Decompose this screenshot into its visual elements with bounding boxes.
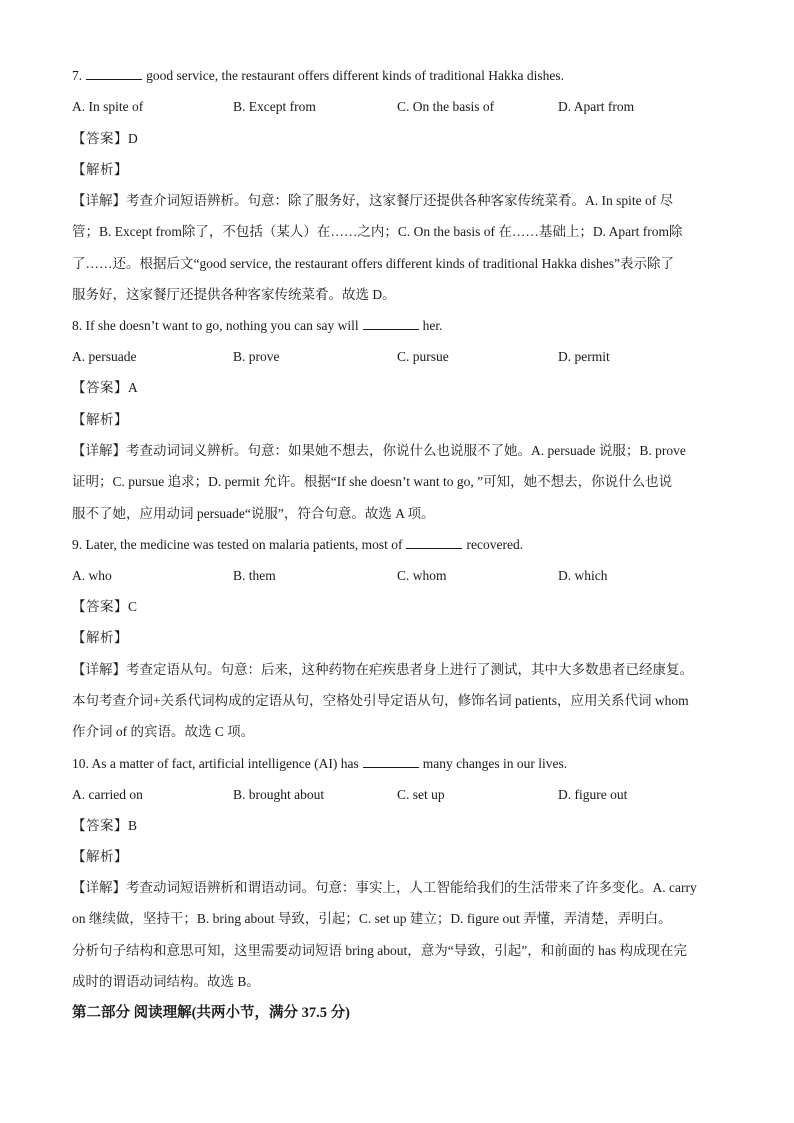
question-7-analysis-label: 【解析】	[72, 162, 128, 177]
answer-blank	[406, 536, 462, 549]
question-9-stem: 9. Later, the medicine was tested on malaria patients, most of recovered.	[72, 537, 524, 552]
question-8-stem: 8. If she doesn’t want to go, nothing you can say will her.	[72, 318, 443, 333]
question-8-answer: 【答案】A	[72, 380, 139, 395]
question-8-detail-line: 服不了她，应用动词 persuade“说服”，符合句意。故选 A 项。	[72, 506, 435, 521]
question-7-option-d: D. Apart from	[558, 99, 635, 114]
question-8-option-a: A. persuade	[72, 349, 137, 364]
question-10-option-a: A. carried on	[72, 787, 143, 802]
question-10-option-b: B. brought about	[233, 787, 325, 802]
question-9-option-c: C. whom	[397, 568, 447, 583]
question-8-analysis-label: 【解析】	[72, 412, 128, 427]
question-7-detail-line: 【详解】考查介词短语辨析。句意：除了服务好，这家餐厅还提供各种客家传统菜肴。A. In spite of 尽	[72, 193, 674, 208]
answer-blank	[363, 755, 419, 768]
question-9-detail-line: 本句考查介词+关系代词构成的定语从句，空格处引导定语从句，修饰名词 patients，应用关系代词 whom	[72, 693, 689, 708]
question-8-option-d: D. permit	[558, 349, 610, 364]
question-8-detail-line: 证明；C. pursue 追求；D. permit 允许。根据“If she doesn’t want to go, ”可知，她不想去，你说什么也说	[72, 474, 673, 489]
answer-blank	[86, 67, 142, 80]
question-9-detail-line: 【详解】考查定语从句。句意：后来，这种药物在疟疾患者身上进行了测试，其中大多数患者已经康复。	[72, 662, 693, 677]
question-7-answer: 【答案】D	[72, 131, 139, 146]
section-heading: 第二部分 阅读理解(共两小节，满分 37.5 分)	[72, 1005, 350, 1021]
question-7-detail-line: 了……还。根据后文“good service, the restaurant offers different kinds of traditional Hakka dishes”表示除了	[72, 256, 674, 271]
answer-blank	[363, 317, 419, 330]
question-9-option-a: A. who	[72, 568, 112, 583]
question-7-option-b: B. Except from	[233, 99, 316, 114]
question-10-detail-line: 分析句子结构和意思可知，这里需要动词短语 bring about，意为“导致，引起”，和前面的 has 构成现在完	[72, 943, 687, 958]
question-10-detail-line: 成时的谓语动词结构。故选 B。	[72, 974, 260, 989]
question-10-option-d: D. figure out	[558, 787, 628, 802]
question-7-detail-line: 管；B. Except from除了，不包括（某人）在……之内；C. On the basis of 在……基础上；D. Apart from除	[72, 224, 683, 239]
question-9-answer: 【答案】C	[72, 599, 138, 614]
question-10-analysis-label: 【解析】	[72, 849, 128, 864]
question-9-option-d: D. which	[558, 568, 608, 583]
question-7-stem: 7. good service, the restaurant offers different kinds of traditional Hakka dishes.	[72, 68, 564, 83]
question-9-option-b: B. them	[233, 568, 276, 583]
question-7-option-c: C. On the basis of	[397, 99, 495, 114]
question-10-detail-line: on 继续做，坚持干；B. bring about 导致，引起；C. set up 建立；D. figure out 弄懂，弄清楚，弄明白。	[72, 911, 672, 926]
question-10-detail-line: 【详解】考查动词短语辨析和谓语动词。句意：事实上，人工智能给我们的生活带来了许多变化。A. carry	[72, 880, 697, 895]
question-9-detail-line: 作介词 of 的宾语。故选 C 项。	[72, 724, 255, 739]
question-8-option-b: B. prove	[233, 349, 280, 364]
question-8-detail-line: 【详解】考查动词词义辨析。句意：如果她不想去，你说什么也说服不了她。A. persuade 说服；B. prove	[72, 443, 686, 458]
question-10-answer: 【答案】B	[72, 818, 138, 833]
question-10-stem: 10. As a matter of fact, artificial intelligence (AI) has many changes in our lives.	[72, 756, 568, 771]
question-9-analysis-label: 【解析】	[72, 630, 128, 645]
question-7-option-a: A. In spite of	[72, 99, 144, 114]
question-8-option-c: C. pursue	[397, 349, 449, 364]
question-10-option-c: C. set up	[397, 787, 445, 802]
question-7-detail-line: 服务好，这家餐厅还提供各种客家传统菜肴。故选 D。	[72, 287, 396, 302]
